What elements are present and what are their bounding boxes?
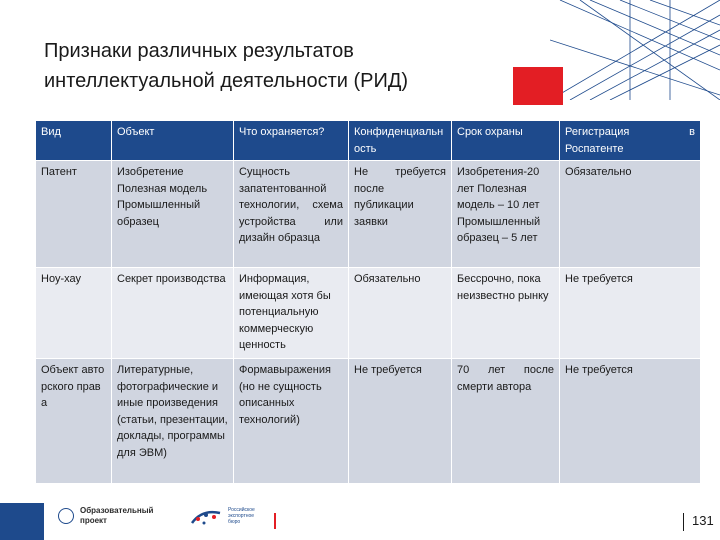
cell-kind: Патент bbox=[36, 161, 112, 268]
cell-object: Литературные, фотографические и иные произведения (статьи, презентации, доклады, программы для ЭВМ) bbox=[112, 359, 234, 484]
logo2-line-1: Российское bbox=[228, 507, 255, 513]
cell-object: Изобретение Полезная модель Промышленный образец bbox=[112, 161, 234, 268]
cell-kind: Объект авторского права bbox=[36, 359, 112, 484]
page-number: 131 bbox=[692, 513, 714, 528]
red-accent-square bbox=[513, 67, 563, 105]
table-row bbox=[36, 161, 701, 268]
export-bureau-logo bbox=[186, 505, 266, 533]
cell-registration: Не требуется bbox=[560, 268, 701, 359]
footer-blue-block bbox=[0, 503, 44, 540]
header-kind: Вид bbox=[36, 121, 112, 161]
header-registration: Регистрация в Роспатенте bbox=[560, 121, 701, 161]
table-row bbox=[36, 268, 701, 359]
logo1-line-2: проект bbox=[80, 516, 107, 525]
cell-kind: Ноу-хау bbox=[36, 268, 112, 359]
cell-term: Изобретения-20 лет Полезная модель – 10 лет Промышленный образец – 5 лет bbox=[452, 161, 560, 268]
decorative-lines-icon bbox=[550, 0, 720, 100]
cell-confidentiality: Обязательно bbox=[349, 268, 452, 359]
cell-protected: Информация, имеющая хотя бы потенциальную коммерческую ценность bbox=[234, 268, 349, 359]
logo2-line-2: экспортное bbox=[228, 513, 255, 519]
cell-registration: Обязательно bbox=[560, 161, 701, 268]
cell-registration: Не требуется bbox=[560, 359, 701, 484]
cell-protected: Формавыражения (но не сущность описанных технологий) bbox=[234, 359, 349, 484]
education-project-logo bbox=[58, 506, 170, 534]
slide-title bbox=[44, 36, 514, 96]
table-row bbox=[36, 359, 701, 484]
title-line-1: Признаки различных результатов bbox=[44, 40, 354, 62]
header-confidentiality: Конфиденциальность bbox=[349, 121, 452, 161]
logo2-line-3: бюро bbox=[228, 519, 241, 525]
table-header-row bbox=[36, 121, 701, 161]
header-term: Срок охраны bbox=[452, 121, 560, 161]
export-logo-icon bbox=[186, 507, 226, 531]
header-protected: Что охраняется? bbox=[234, 121, 349, 161]
cell-confidentiality: Не требуется после публикации заявки bbox=[349, 161, 452, 268]
title-line-2: интеллектуальной деятельности (РИД) bbox=[44, 70, 409, 92]
header-object: Объект bbox=[112, 121, 234, 161]
cell-term: Бессрочно, пока неизвестно рынку bbox=[452, 268, 560, 359]
footer-red-bar bbox=[274, 513, 276, 529]
logo1-line-1: Образовательный bbox=[80, 506, 154, 515]
cell-object: Секрет производства bbox=[112, 268, 234, 359]
page-number-divider bbox=[683, 513, 684, 531]
rid-comparison-table bbox=[35, 120, 701, 484]
emblem-icon bbox=[58, 508, 74, 524]
cell-confidentiality: Не требуется bbox=[349, 359, 452, 484]
cell-protected: Сущность запатентованной технологии, схема устройства или дизайн образца bbox=[234, 161, 349, 268]
cell-term: 70 лет после смерти автора bbox=[452, 359, 560, 484]
